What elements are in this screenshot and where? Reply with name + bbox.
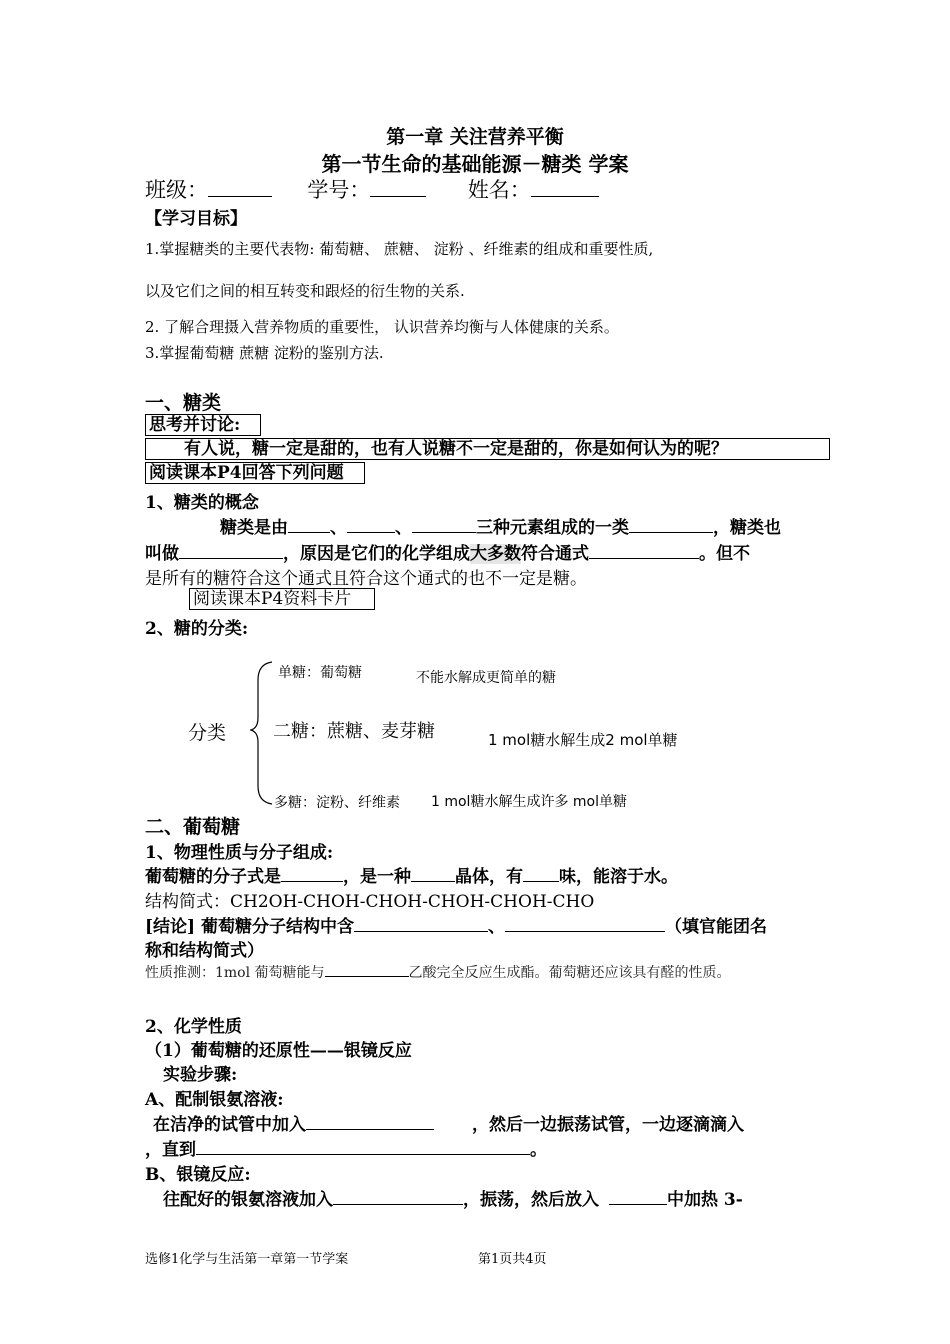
text: 糖类是由: [220, 518, 288, 538]
chapter-title: 第一章 关注营养平衡: [386, 126, 564, 148]
concept-heading: 1、糖类的概念: [145, 493, 259, 513]
disaccharide-note: 1 mol糖水解生成2 mol单糖: [488, 731, 678, 749]
step-b-line-1: [163, 1185, 743, 1210]
section-2-heading: 二、葡萄糖: [145, 816, 241, 838]
classification-root: 分类: [188, 722, 227, 744]
text: 乙酸完全反应生成酯。葡萄糖还应该具有醛的性质。: [408, 965, 731, 981]
objective-2: 2. 了解合理摄入营养物质的重要性， 认识营养均衡与人体健康的关系。: [145, 318, 619, 336]
structure-formula: 结构简式：CH2OH-CHOH-CHOH-CHOH-CHOH-CHO: [145, 892, 595, 912]
conclusion-line-2: 称和结构简式）: [145, 941, 264, 961]
step-a-heading: A、配制银氨溶液:: [145, 1090, 284, 1110]
conclusion-line-1: [145, 912, 767, 937]
crystal-blank[interactable]: [411, 865, 455, 882]
text: ，原因是它们的化学组成: [283, 544, 470, 564]
bath-blank[interactable]: [609, 1188, 667, 1205]
experiment-steps-label: 实验步骤:: [163, 1065, 238, 1085]
reagent-blank-2[interactable]: [333, 1188, 463, 1205]
objectives-heading: 【学习目标】: [145, 209, 247, 229]
concept-line-3: 是所有的糖符合这个通式且符合这个通式的也不一定是糖。: [145, 569, 587, 589]
monosaccharide-label: 单糖：葡萄糖: [278, 665, 362, 681]
polysaccharide-note: 1 mol糖水解生成许多 mol单糖: [431, 794, 627, 810]
text: ，振荡，然后放入: [463, 1190, 599, 1210]
step-a-line-1: [153, 1110, 744, 1135]
physical-heading: 1、物理性质与分子组成:: [145, 843, 334, 863]
objective-1-line-1: 1.掌握糖类的主要代表物: 葡萄糖、 蔗糖、 淀粉 、纤维素的组成和重要性质,: [145, 240, 654, 258]
concept-line-2: [145, 539, 750, 564]
text: （填官能团名: [665, 917, 768, 937]
text: 、: [488, 917, 506, 937]
text: 、: [330, 518, 347, 538]
disaccharide-label: 二糖：蔗糖、麦芽糖: [273, 721, 435, 742]
molecular-formula-blank[interactable]: [281, 865, 343, 882]
section-1-heading: 一、糖类: [145, 392, 222, 414]
id-label: 学号：: [307, 178, 371, 202]
text: ，是一种: [343, 867, 411, 887]
classification-heading: 2、糖的分类:: [145, 619, 249, 639]
footer-course: 选修1化学与生活第一章第一节学案: [145, 1252, 349, 1267]
step-a-line-2: [145, 1135, 547, 1160]
functional-group-blank-2[interactable]: [505, 915, 665, 932]
chemical-heading: 2、化学性质: [145, 1017, 242, 1037]
highlight-text: 大多数: [470, 544, 521, 564]
endpoint-blank[interactable]: [196, 1138, 530, 1155]
text: [结论] 葡萄糖分子结构中含: [145, 917, 355, 937]
read-textbook-label: 阅读课本P4回答下列问题: [145, 462, 365, 484]
class-label: 班级：: [145, 178, 208, 202]
text: 晶体，有: [455, 867, 523, 887]
student-info: [145, 174, 599, 204]
class-blank[interactable]: [208, 180, 272, 197]
element-blank-3[interactable]: [412, 516, 476, 533]
concept-line-1: [220, 513, 781, 538]
property-inference: [145, 962, 731, 982]
discuss-question: 有人说，糖一定是甜的，也有人说糖不一定是甜的，你是如何认为的呢？: [145, 438, 830, 460]
text: 往配好的银氨溶液加入: [163, 1190, 333, 1210]
acetic-acid-amount-blank[interactable]: [325, 963, 409, 977]
formula-blank[interactable]: [589, 542, 699, 559]
step-b-heading: B、银镜反应:: [145, 1165, 251, 1185]
name-label: 姓名：: [467, 178, 531, 202]
data-card-label: 阅读课本P4资料卡片: [189, 588, 375, 610]
category-blank[interactable]: [629, 516, 713, 533]
discuss-label: 思考并讨论:: [145, 414, 261, 436]
text: 。但不: [699, 544, 750, 564]
element-blank-2[interactable]: [347, 516, 395, 533]
polysaccharide-label: 多糖：淀粉、纤维素: [274, 795, 400, 811]
element-blank-1[interactable]: [288, 516, 330, 533]
text: 、: [395, 518, 412, 538]
id-blank[interactable]: [370, 180, 426, 197]
taste-blank[interactable]: [523, 865, 559, 882]
objective-1-line-2: 以及它们之间的相互转变和跟烃的衍生物的关系.: [145, 282, 465, 300]
footer-page-number: 第1页共4页: [478, 1252, 547, 1267]
text: 。: [530, 1140, 547, 1160]
classification-brace: [250, 658, 274, 808]
physical-line: [145, 862, 678, 887]
text: 味，能溶于水。: [559, 867, 678, 887]
lesson-title: 第一节生命的基础能源－糖类 学案: [321, 152, 629, 176]
silver-mirror-heading: （1）葡萄糖的还原性——银镜反应: [145, 1041, 412, 1061]
text: 符合通式: [521, 544, 589, 564]
objective-3: 3.掌握葡萄糖 蔗糖 淀粉的鉴别方法.: [145, 344, 384, 362]
reagent-blank-1[interactable]: [306, 1113, 434, 1130]
text: 叫做: [145, 544, 179, 564]
text: ，直到: [145, 1140, 196, 1160]
monosaccharide-note: 不能水解成更简单的糖: [416, 670, 556, 686]
functional-group-blank-1[interactable]: [354, 915, 488, 932]
alias-blank[interactable]: [179, 542, 283, 559]
text: ，然后一边振荡试管，一边逐滴滴入: [472, 1115, 744, 1135]
text: 在洁净的试管中加入: [153, 1115, 306, 1135]
text: ，糖类也: [713, 518, 781, 538]
text: 性质推测：1mol 葡萄糖能与: [145, 965, 325, 981]
text: 中加热 3-: [667, 1190, 743, 1210]
text: 三种元素组成的一类: [476, 518, 629, 538]
name-blank[interactable]: [531, 180, 599, 197]
text: 葡萄糖的分子式是: [145, 867, 281, 887]
